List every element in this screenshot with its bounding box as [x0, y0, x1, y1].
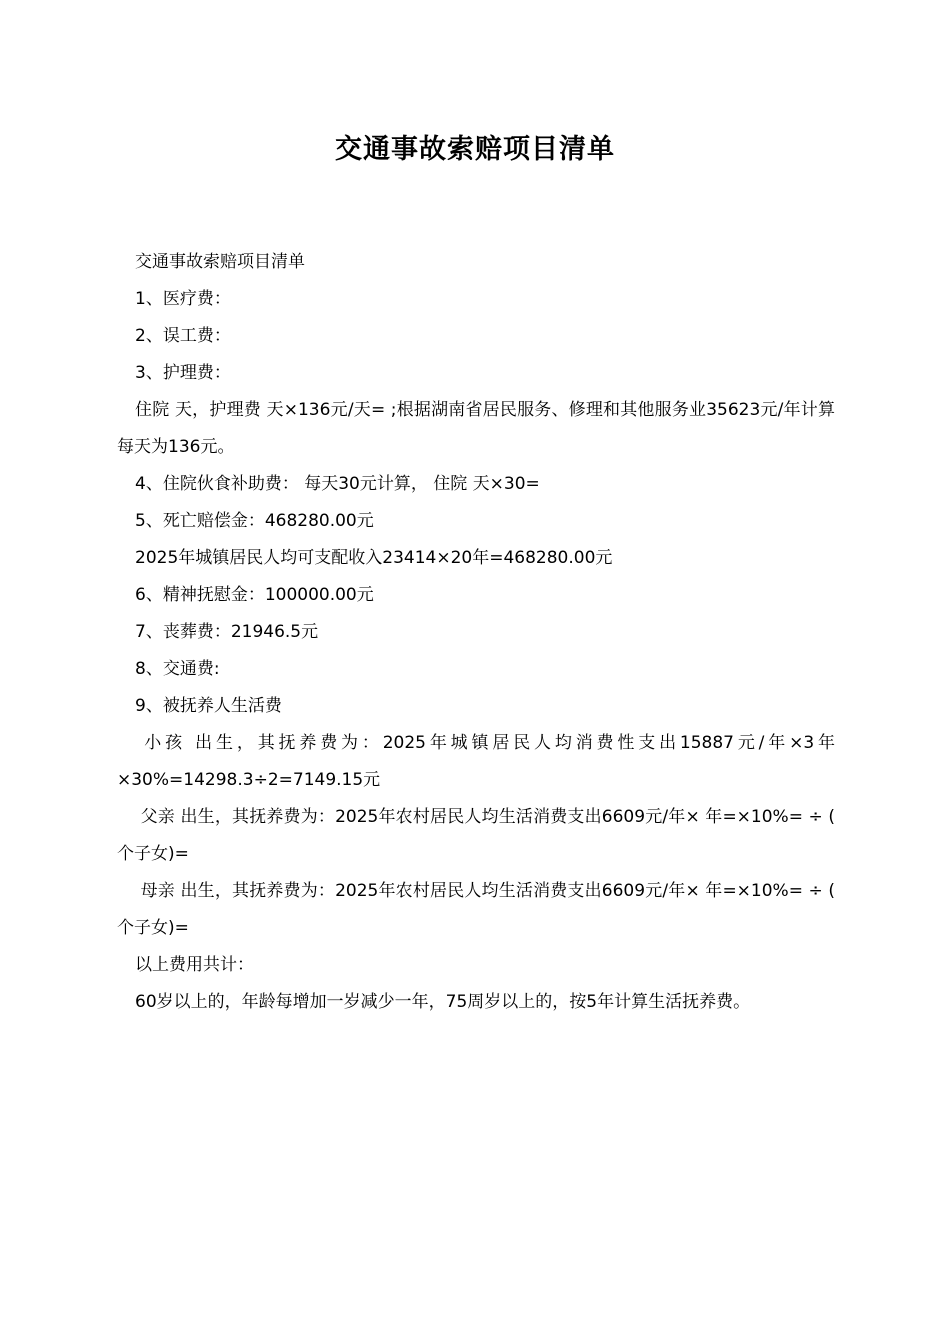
item-funeral-fee: 7、丧葬费：21946.5元	[135, 622, 319, 642]
item-death-compensation: 5、死亡赔偿金：468280.00元	[135, 511, 374, 531]
body-heading: 交通事故索赔项目清单	[135, 252, 305, 272]
item-meal-allowance: 4、住院伙食补助费： 每天30元计算， 住院 天×30=	[135, 474, 540, 494]
nursing-fee-detail: 住院 天，护理费 天×136元/天= ;根据湖南省居民服务、修理和其他服务业35623元/年计算每天为136元。	[117, 400, 835, 457]
document-body	[117, 244, 841, 1021]
dependent-child-detail: 小孩 出生，其抚养费为：2025年城镇居民人均消费性支出15887元/年×3年×30%=14298.3÷2=7149.15元	[117, 733, 835, 790]
death-compensation-detail: 2025年城镇居民人均可支配收入23414×20年=468280.00元	[135, 548, 613, 568]
document-title: 交通事故索赔项目清单	[335, 134, 615, 165]
age-rule-note: 60岁以上的，年龄每增加一岁减少一年，75周岁以上的，按5年计算生活抚养费。	[135, 992, 751, 1012]
item-nursing-fee: 3、护理费：	[135, 363, 231, 383]
item-dependent-living-expenses: 9、被抚养人生活费	[135, 696, 282, 716]
item-medical-fee: 1、医疗费：	[135, 289, 231, 309]
dependent-mother-detail: 母亲 出生，其抚养费为：2025年农村居民人均生活消费支出6609元/年× 年=×10%= ÷ ( 个子女)=	[117, 881, 841, 938]
dependent-father-detail: 父亲 出生，其抚养费为：2025年农村居民人均生活消费支出6609元/年× 年=×10%= ÷ ( 个子女)=	[117, 807, 841, 864]
item-mental-damages: 6、精神抚慰金：100000.00元	[135, 585, 374, 605]
item-transport-fee: 8、交通费:	[135, 659, 220, 679]
total-line: 以上费用共计：	[135, 955, 254, 975]
item-lost-wages: 2、误工费：	[135, 326, 231, 346]
